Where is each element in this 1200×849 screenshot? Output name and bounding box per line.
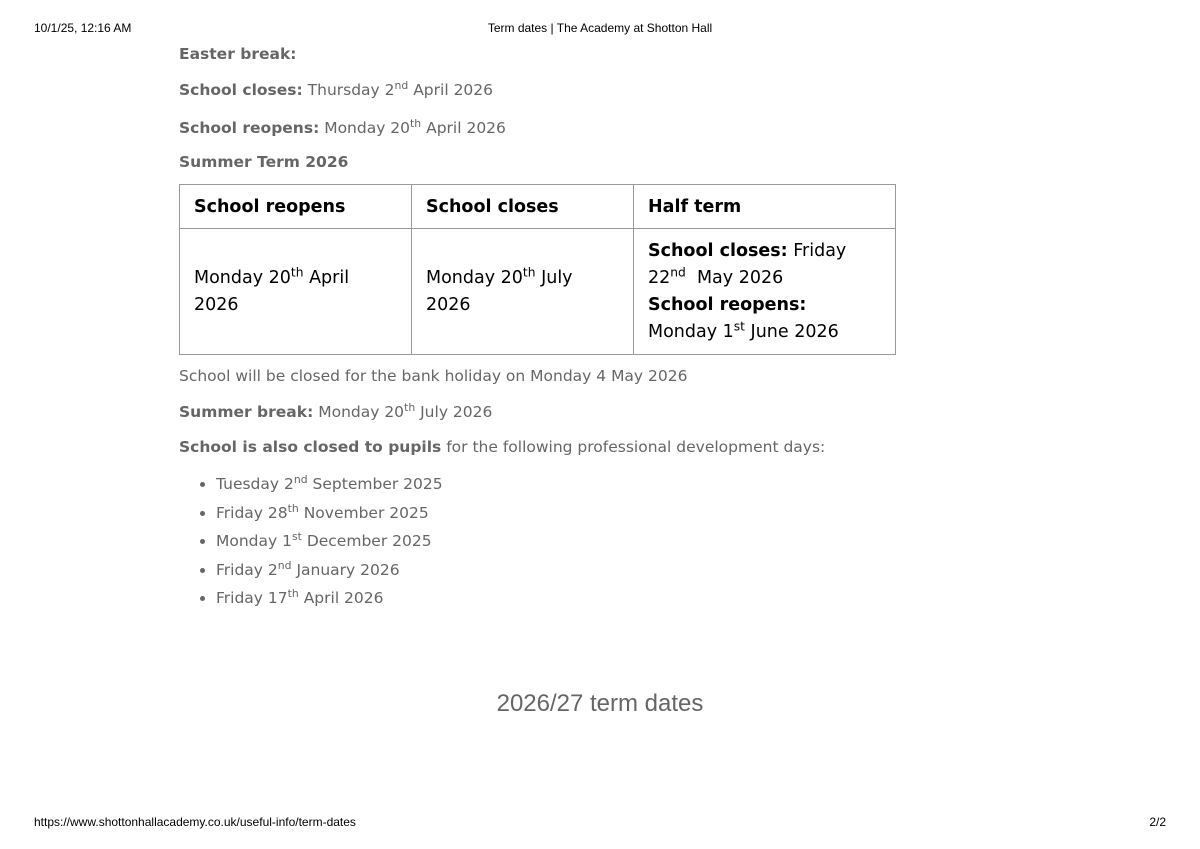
table-header: School closes [412,185,634,229]
table-header: School reopens [180,185,412,229]
list-item: • Friday 28th November 2025 [216,499,443,528]
table-cell-reopens: Monday 20th April 2026 [180,229,412,355]
table-cell-closes: Monday 20th July 2026 [412,229,634,355]
table-header-row [180,185,896,229]
next-section-heading: 2026/27 term dates [496,690,704,717]
bank-holiday-note: School will be closed for the bank holiday on Monday 4 May 2026 [179,367,688,385]
easter-school-closes: School closes: Thursday 2nd April 2026 [179,79,494,99]
print-datetime: 10/1/25, 12:16 AM [34,21,132,35]
table-cell-half-term: School closes: Friday 22nd May 2026 School reopens: Monday 1st June 2026 [634,229,896,355]
table-header: Half term [634,185,896,229]
print-page-number: 2/2 [1149,815,1166,829]
easter-break-heading: Easter break: [179,45,297,63]
list-item: • Friday 17th April 2026 [216,584,443,613]
list-item: • Tuesday 2nd September 2025 [216,470,443,499]
summer-break: Summer break: Monday 20th July 2026 [179,401,493,421]
summer-term-table [179,184,896,355]
easter-school-reopens: School reopens: Monday 20th April 2026 [179,117,506,137]
pd-days-list [179,470,443,613]
table-row [180,229,896,355]
print-url: https://www.shottonhallacademy.co.uk/useful-info/term-dates [34,815,356,829]
print-page-title: Term dates | The Academy at Shotton Hall [487,21,713,35]
list-item: • Friday 2nd January 2026 [216,556,443,585]
summer-term-heading: Summer Term 2026 [179,153,349,171]
pupils-closed-note: School is also closed to pupils for the following professional development days: [179,438,826,456]
list-item: • Monday 1st December 2025 [216,527,443,556]
